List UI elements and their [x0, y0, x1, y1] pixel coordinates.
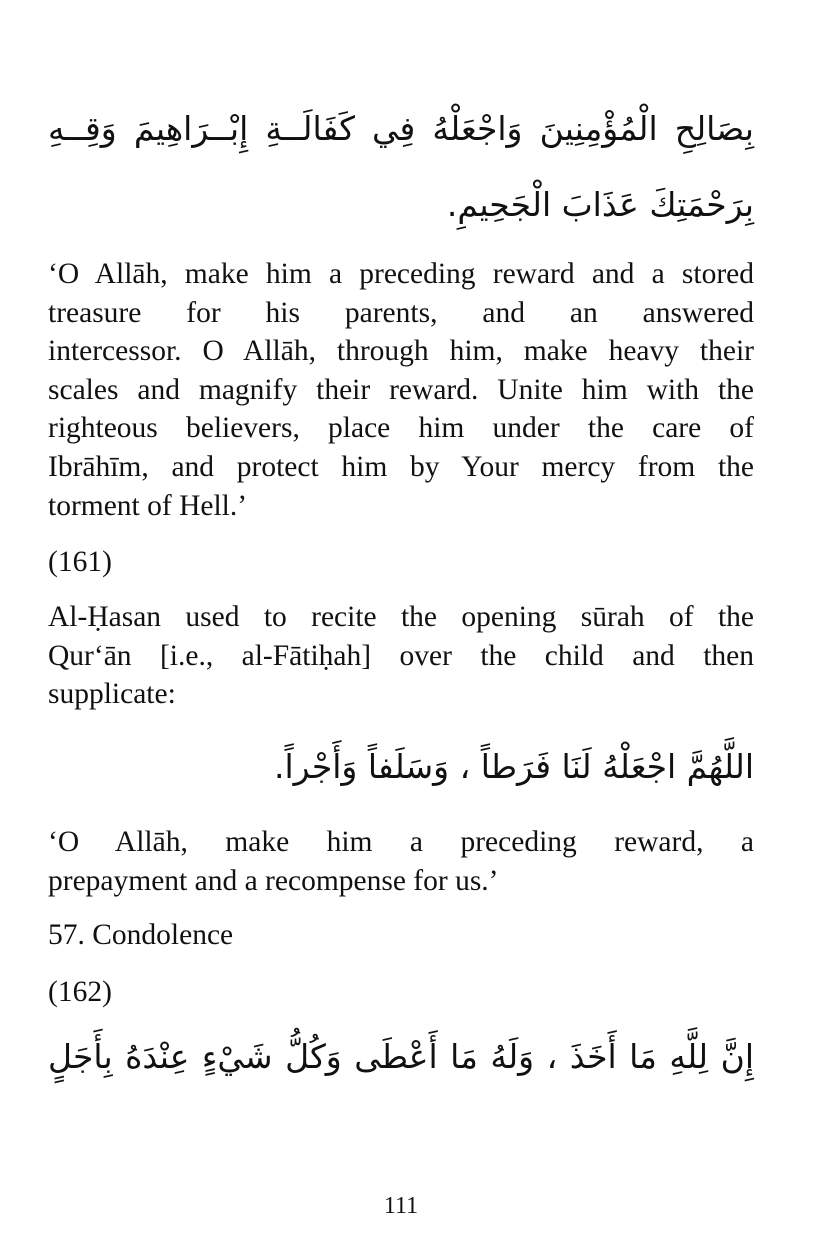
narrative-line: Qur‘ān [i.e., al-Fātiḥah] over the child and then	[48, 639, 754, 672]
arabic-supplication-line-1: بِصَالِحِ الْمُؤْمِنِينَ وَاجْعَلْهُ فِي كَفَالَــةِ إِبْــرَاهِيمَ وَقِــهِ	[48, 109, 754, 148]
translation-line: scales and magnify their reward. Unite him with the	[48, 373, 754, 406]
narrative-line: supplicate:	[48, 678, 176, 711]
translation-line: prepayment and a recompense for us.’	[48, 864, 499, 897]
translation-line: intercessor. O Allāh, through him, make heavy their	[48, 335, 754, 368]
arabic-text-162: إِنَّ لِلَّهِ مَا أَخَذَ ، وَلَهُ مَا أَعْطَى وَكُلُّ شَيْءٍ عِنْدَهُ بِأَجَلٍ	[48, 1037, 754, 1076]
arabic-supplication-161: اللَّهُمَّ اجْعَلْهُ لَنَا فَرَطاً ، وَسَلَفاً وَأَجْراً.	[273, 747, 754, 786]
translation-line: righteous believers, place him under the care of	[48, 412, 754, 445]
translation-line: Ibrāhīm, and protect him by Your mercy from the	[48, 450, 754, 483]
translation-paragraph-161	[48, 823, 754, 900]
hadith-number-161: (161)	[48, 546, 112, 578]
translation-line: ‘O Allāh, make him a preceding reward and a stored	[48, 258, 754, 290]
page-number: 111	[383, 1193, 419, 1219]
hadith-number-162: (162)	[48, 976, 112, 1008]
narrative-line: Al-Ḥasan used to recite the opening sūrah of the	[48, 601, 754, 633]
section-heading: 57. Condolence	[48, 919, 234, 951]
book-page	[48, 0, 754, 1256]
hadith-161-narrative	[48, 598, 754, 714]
translation-paragraph-1	[48, 255, 754, 525]
arabic-supplication-line-2: بِرَحْمَتِكَ عَذَابَ الْجَحِيمِ.	[446, 185, 754, 224]
translation-line: ‘O Allāh, make him a preceding reward, a	[48, 826, 754, 858]
translation-line: treasure for his parents, and an answered	[48, 296, 754, 329]
translation-line: torment of Hell.’	[48, 489, 248, 522]
